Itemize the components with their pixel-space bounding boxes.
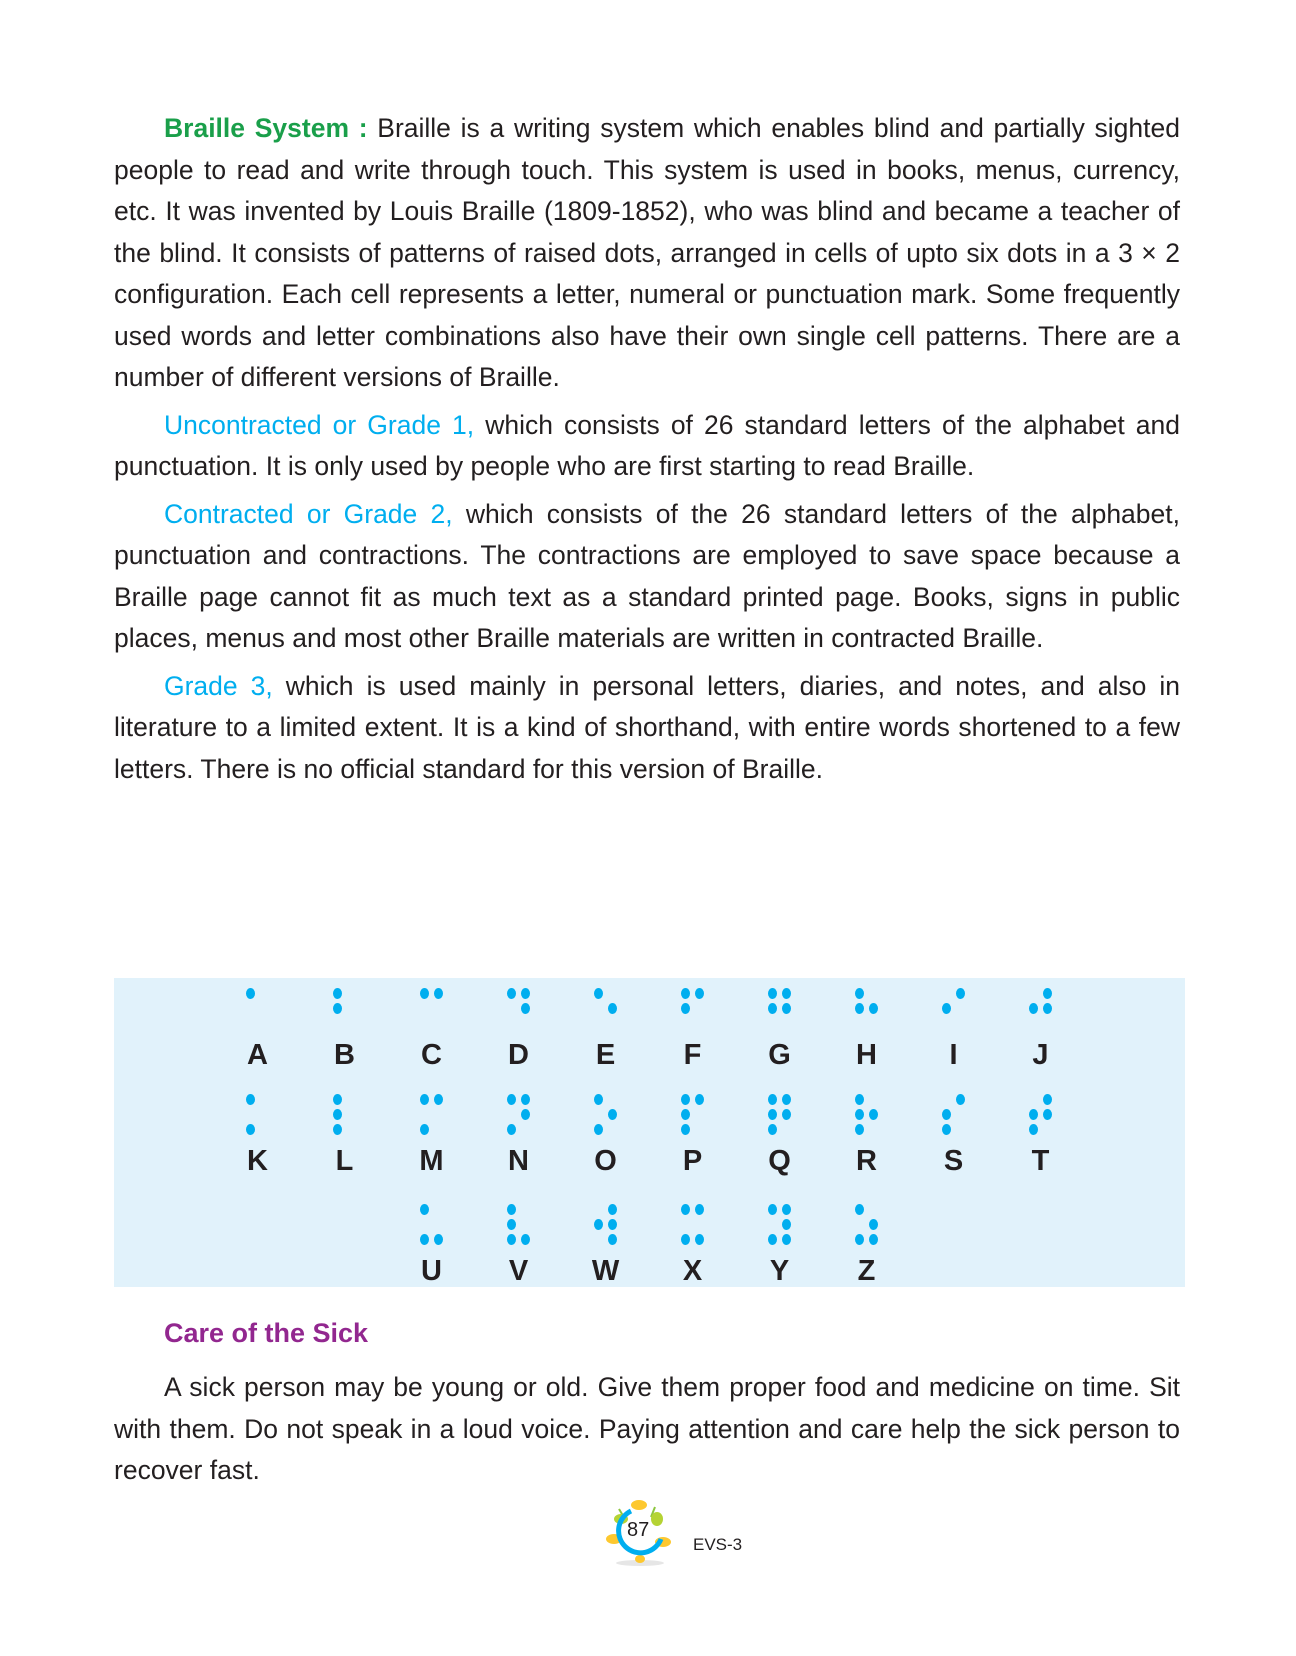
braille-dot [594, 1219, 603, 1230]
braille-dot [681, 1018, 690, 1029]
braille-dot [347, 988, 356, 999]
braille-dot [521, 1109, 530, 1120]
braille-dot [782, 1003, 791, 1014]
braille-letter: X [682, 1255, 703, 1287]
braille-dot [420, 1219, 429, 1230]
braille-cell-r [823, 1088, 910, 1198]
braille-cell-g [736, 982, 823, 1088]
braille-dot [956, 1018, 965, 1029]
braille-dot [420, 1094, 429, 1105]
braille-dots [940, 1092, 968, 1137]
braille-cell-h [823, 982, 910, 1088]
braille-dot [246, 1109, 255, 1120]
braille-dot [782, 1094, 791, 1105]
braille-dot [1043, 1003, 1052, 1014]
braille-text [114, 108, 1180, 796]
braille-dots [679, 1202, 707, 1247]
braille-dot [869, 1018, 878, 1029]
braille-dot [434, 988, 443, 999]
paragraph [114, 494, 1180, 660]
braille-letter: S [943, 1145, 964, 1177]
braille-dot [869, 988, 878, 999]
braille-dot [246, 1003, 255, 1014]
braille-dot [1043, 1094, 1052, 1105]
braille-cell-f [649, 982, 736, 1088]
braille-letter: Y [769, 1255, 790, 1287]
braille-dot [681, 1219, 690, 1230]
braille-letter: R [856, 1145, 877, 1177]
braille-dot [333, 1094, 342, 1105]
braille-dot [608, 1124, 617, 1135]
braille-dot [855, 988, 864, 999]
braille-dot [521, 1219, 530, 1230]
braille-letter: Z [857, 1255, 876, 1287]
braille-dot [1029, 1094, 1038, 1105]
braille-cell-p [649, 1088, 736, 1198]
braille-dot [782, 1018, 791, 1029]
braille-dot [333, 1109, 342, 1120]
paragraph-body: which is used mainly in personal letters, diaries, and notes, and also in literature to a limited extent. It is a kind of shorthand, with entire words shortened to a few letters. There is no official standard for this version of Braille. [114, 670, 1180, 784]
braille-dot [782, 1234, 791, 1245]
braille-dot [608, 988, 617, 999]
braille-letter: U [421, 1255, 442, 1287]
braille-cell-t [997, 1088, 1084, 1198]
braille-dots [592, 986, 620, 1031]
braille-dot [260, 1094, 269, 1105]
braille-letter: L [335, 1145, 354, 1177]
braille-dot [594, 1124, 603, 1135]
braille-dot [507, 1124, 516, 1135]
braille-dot [1029, 1124, 1038, 1135]
braille-dot [1029, 1003, 1038, 1014]
braille-dot [594, 1094, 603, 1105]
braille-cell-m [388, 1088, 475, 1198]
braille-dot [869, 1204, 878, 1215]
braille-dot [1029, 1018, 1038, 1029]
braille-dot [521, 1003, 530, 1014]
braille-dot [608, 1109, 617, 1120]
braille-dot [507, 1234, 516, 1245]
braille-dot [956, 1124, 965, 1135]
braille-dot [420, 1109, 429, 1120]
braille-cell-k [214, 1088, 301, 1198]
braille-dot [594, 988, 603, 999]
braille-dot [855, 1234, 864, 1245]
braille-letter: D [508, 1039, 529, 1071]
braille-dot [521, 1234, 530, 1245]
braille-dot [942, 1003, 951, 1014]
braille-dot [260, 988, 269, 999]
braille-dots [766, 1202, 794, 1247]
braille-cell-e [562, 982, 649, 1088]
braille-cell-y [736, 1198, 823, 1298]
braille-letter: P [682, 1145, 703, 1177]
braille-dots [331, 1092, 359, 1137]
braille-dot [434, 1124, 443, 1135]
braille-cell-i [910, 982, 997, 1088]
braille-letter: K [247, 1145, 268, 1177]
braille-dot [956, 1003, 965, 1014]
braille-letter: O [594, 1145, 617, 1177]
braille-dot [507, 1219, 516, 1230]
page-footer [605, 1497, 805, 1577]
braille-cell-s [910, 1088, 997, 1198]
braille-dots [244, 986, 272, 1031]
braille-dot [869, 1094, 878, 1105]
braille-dot [507, 1003, 516, 1014]
braille-dot [594, 1109, 603, 1120]
braille-dots [505, 986, 533, 1031]
braille-dot [695, 1219, 704, 1230]
braille-dot [420, 1204, 429, 1215]
braille-dot [434, 1003, 443, 1014]
braille-dot [1029, 988, 1038, 999]
braille-letter: H [856, 1039, 877, 1071]
braille-dots [766, 1092, 794, 1137]
braille-letter: V [508, 1255, 529, 1287]
braille-dot [855, 1219, 864, 1230]
braille-dot [681, 1124, 690, 1135]
braille-dot [420, 1003, 429, 1014]
braille-dot [695, 1094, 704, 1105]
braille-dot [434, 1094, 443, 1105]
braille-dot [347, 1094, 356, 1105]
braille-dot [782, 1204, 791, 1215]
braille-dot [434, 1109, 443, 1120]
braille-dot [507, 1094, 516, 1105]
braille-dot [768, 988, 777, 999]
braille-alphabet-chart [114, 978, 1185, 1287]
braille-dot [942, 988, 951, 999]
paragraph [114, 108, 1180, 399]
book-label: EVS-3 [693, 1535, 743, 1554]
braille-cell-x [649, 1198, 736, 1298]
braille-dot [347, 1003, 356, 1014]
braille-dot [768, 1018, 777, 1029]
braille-dot [608, 1018, 617, 1029]
braille-cell-u [388, 1198, 475, 1298]
braille-dot [869, 1124, 878, 1135]
braille-dot [695, 1204, 704, 1215]
braille-dot [768, 1109, 777, 1120]
braille-dot [695, 988, 704, 999]
braille-cell-v [475, 1198, 562, 1298]
braille-dot [681, 1109, 690, 1120]
braille-dot [1043, 988, 1052, 999]
braille-dot [594, 1234, 603, 1245]
braille-dot [420, 1234, 429, 1245]
braille-dot [521, 1204, 530, 1215]
braille-dot [1043, 1124, 1052, 1135]
braille-dot [869, 1003, 878, 1014]
braille-letter: J [1032, 1039, 1049, 1071]
braille-dots [853, 986, 881, 1031]
braille-dots [940, 986, 968, 1031]
braille-dot [695, 1124, 704, 1135]
braille-dot [608, 1003, 617, 1014]
paragraph [114, 666, 1180, 791]
braille-dot [681, 988, 690, 999]
braille-dot [768, 1219, 777, 1230]
braille-letter: T [1031, 1145, 1050, 1177]
braille-dot [855, 1109, 864, 1120]
braille-cell-q [736, 1088, 823, 1198]
braille-dot [521, 1018, 530, 1029]
braille-dot [869, 1219, 878, 1230]
braille-cell-n [475, 1088, 562, 1198]
braille-dots [418, 1092, 446, 1137]
braille-dot [420, 988, 429, 999]
braille-dot [333, 988, 342, 999]
braille-dots [853, 1202, 881, 1247]
braille-dots [418, 986, 446, 1031]
braille-dot [608, 1234, 617, 1245]
braille-letter: M [419, 1145, 444, 1177]
braille-dot [594, 1003, 603, 1014]
braille-dots [505, 1092, 533, 1137]
braille-dot [347, 1018, 356, 1029]
braille-dot [782, 1109, 791, 1120]
braille-dot [260, 1109, 269, 1120]
braille-dot [507, 1204, 516, 1215]
braille-dot [855, 1124, 864, 1135]
paragraph-body: which consists of 26 standard letters of the alphabet and punctuation. It is only used by people who are first starting to read Braille. [114, 409, 1180, 481]
braille-letter: Q [768, 1145, 791, 1177]
braille-dot [333, 1003, 342, 1014]
braille-dot [942, 1094, 951, 1105]
braille-dot [1043, 1018, 1052, 1029]
braille-dot [1029, 1109, 1038, 1120]
paragraph-body: Braille is a writing system which enables blind and partially sighted people to read and write through touch. This system is used in books, menus, currency, etc. It was invented by Louis Braille (1809-1852), who was blind and became a teacher of the blind. It consists of patterns of raised dots, arranged in cells of upto six dots in a 3 × 2 configuration. Each cell represents a letter, numeral or punctuation mark. Some frequently used words and letter combinations also have their own single cell patterns. There are a number of different versions of Braille. [114, 113, 1181, 392]
braille-dot [1043, 1109, 1052, 1120]
braille-letter: A [247, 1039, 268, 1071]
braille-dot [681, 1204, 690, 1215]
braille-dot [260, 1124, 269, 1135]
braille-dot [855, 1094, 864, 1105]
paragraph-body: which consists of the 26 standard letters of the alphabet, punctuation and contractions. The contractions are employed to save space because a Braille page cannot fit as much text as a standard printed page. Books, signs in public places, menus and most other Braille materials are written in contracted Braille. [114, 498, 1180, 653]
braille-dot [855, 1003, 864, 1014]
braille-dots [331, 986, 359, 1031]
braille-letter: N [508, 1145, 529, 1177]
braille-dot [768, 1094, 777, 1105]
braille-dot [942, 1109, 951, 1120]
braille-dot [869, 1109, 878, 1120]
care-text [114, 1367, 1180, 1498]
braille-dots [679, 986, 707, 1031]
paragraph-lead: Grade 3, [164, 670, 273, 701]
braille-dot [507, 988, 516, 999]
braille-dot [855, 1204, 864, 1215]
section-heading: Care of the Sick [164, 1318, 369, 1348]
braille-dot [942, 1018, 951, 1029]
braille-dot [956, 988, 965, 999]
braille-dot [695, 1234, 704, 1245]
braille-dot [681, 1234, 690, 1245]
braille-dot [594, 1204, 603, 1215]
braille-dot [782, 1124, 791, 1135]
braille-dot [608, 1219, 617, 1230]
braille-dot [768, 1003, 777, 1014]
braille-letter: F [683, 1039, 702, 1071]
paragraph-lead: Braille System : [164, 113, 368, 143]
braille-dot [855, 1018, 864, 1029]
braille-dot [956, 1109, 965, 1120]
braille-dot [246, 988, 255, 999]
braille-dot [434, 1018, 443, 1029]
braille-dots [679, 1092, 707, 1137]
braille-letter: I [949, 1039, 958, 1071]
braille-dot [521, 1124, 530, 1135]
braille-dots [766, 986, 794, 1031]
braille-dot [521, 988, 530, 999]
braille-dot [681, 1094, 690, 1105]
braille-dot [507, 1109, 516, 1120]
braille-cell-b [301, 982, 388, 1088]
braille-dot [246, 1094, 255, 1105]
braille-dot [260, 1003, 269, 1014]
braille-cell-j [997, 982, 1084, 1088]
braille-dot [768, 1234, 777, 1245]
braille-letter: B [334, 1039, 355, 1071]
braille-dot [869, 1234, 878, 1245]
braille-dots [853, 1092, 881, 1137]
braille-dot [594, 1018, 603, 1029]
braille-dot [608, 1094, 617, 1105]
braille-dot [695, 1018, 704, 1029]
braille-letter: W [591, 1255, 620, 1287]
braille-dots [592, 1202, 620, 1247]
braille-cell-a [214, 982, 301, 1088]
braille-dots [1027, 1092, 1055, 1137]
braille-grid [214, 982, 1084, 1298]
braille-dot [521, 1094, 530, 1105]
braille-cell-c [388, 982, 475, 1088]
braille-cell-d [475, 982, 562, 1088]
braille-dot [782, 1219, 791, 1230]
braille-dot [956, 1094, 965, 1105]
paragraph-lead: Contracted or Grade 2, [164, 498, 453, 529]
braille-dot [782, 988, 791, 999]
paragraph-lead: Uncontracted or Grade 1, [164, 409, 475, 440]
braille-dot [420, 1018, 429, 1029]
braille-dot [347, 1124, 356, 1135]
braille-dot [942, 1124, 951, 1135]
braille-dot [608, 1204, 617, 1215]
braille-dot [246, 1018, 255, 1029]
braille-letter: E [595, 1039, 616, 1071]
braille-letter: G [768, 1039, 791, 1071]
braille-dots [592, 1092, 620, 1137]
braille-dot [507, 1018, 516, 1029]
braille-letter: C [421, 1039, 442, 1071]
braille-dots [505, 1202, 533, 1247]
braille-dot [695, 1003, 704, 1014]
braille-dot [434, 1204, 443, 1215]
braille-dots [1027, 986, 1055, 1031]
braille-cell-w [562, 1198, 649, 1298]
braille-dots [418, 1202, 446, 1247]
braille-dot [695, 1109, 704, 1120]
braille-dot [347, 1109, 356, 1120]
braille-cell-l [301, 1088, 388, 1198]
braille-dot [260, 1018, 269, 1029]
braille-dots [244, 1092, 272, 1137]
braille-dot [434, 1219, 443, 1230]
braille-dot [681, 1003, 690, 1014]
page-number: 87 [627, 1519, 650, 1541]
braille-cell-z [823, 1198, 910, 1298]
braille-dot [768, 1204, 777, 1215]
braille-dot [420, 1124, 429, 1135]
braille-dot [333, 1124, 342, 1135]
braille-cell-o [562, 1088, 649, 1198]
care-paragraph: A sick person may be young or old. Give them proper food and medicine on time. Sit with them. Do not speak in a loud voice. Paying attention and care help the sick person to recover fast. [114, 1372, 1180, 1485]
braille-dot [333, 1018, 342, 1029]
paragraph [114, 405, 1180, 488]
braille-dot [768, 1124, 777, 1135]
braille-dot [246, 1124, 255, 1135]
braille-dot [434, 1234, 443, 1245]
